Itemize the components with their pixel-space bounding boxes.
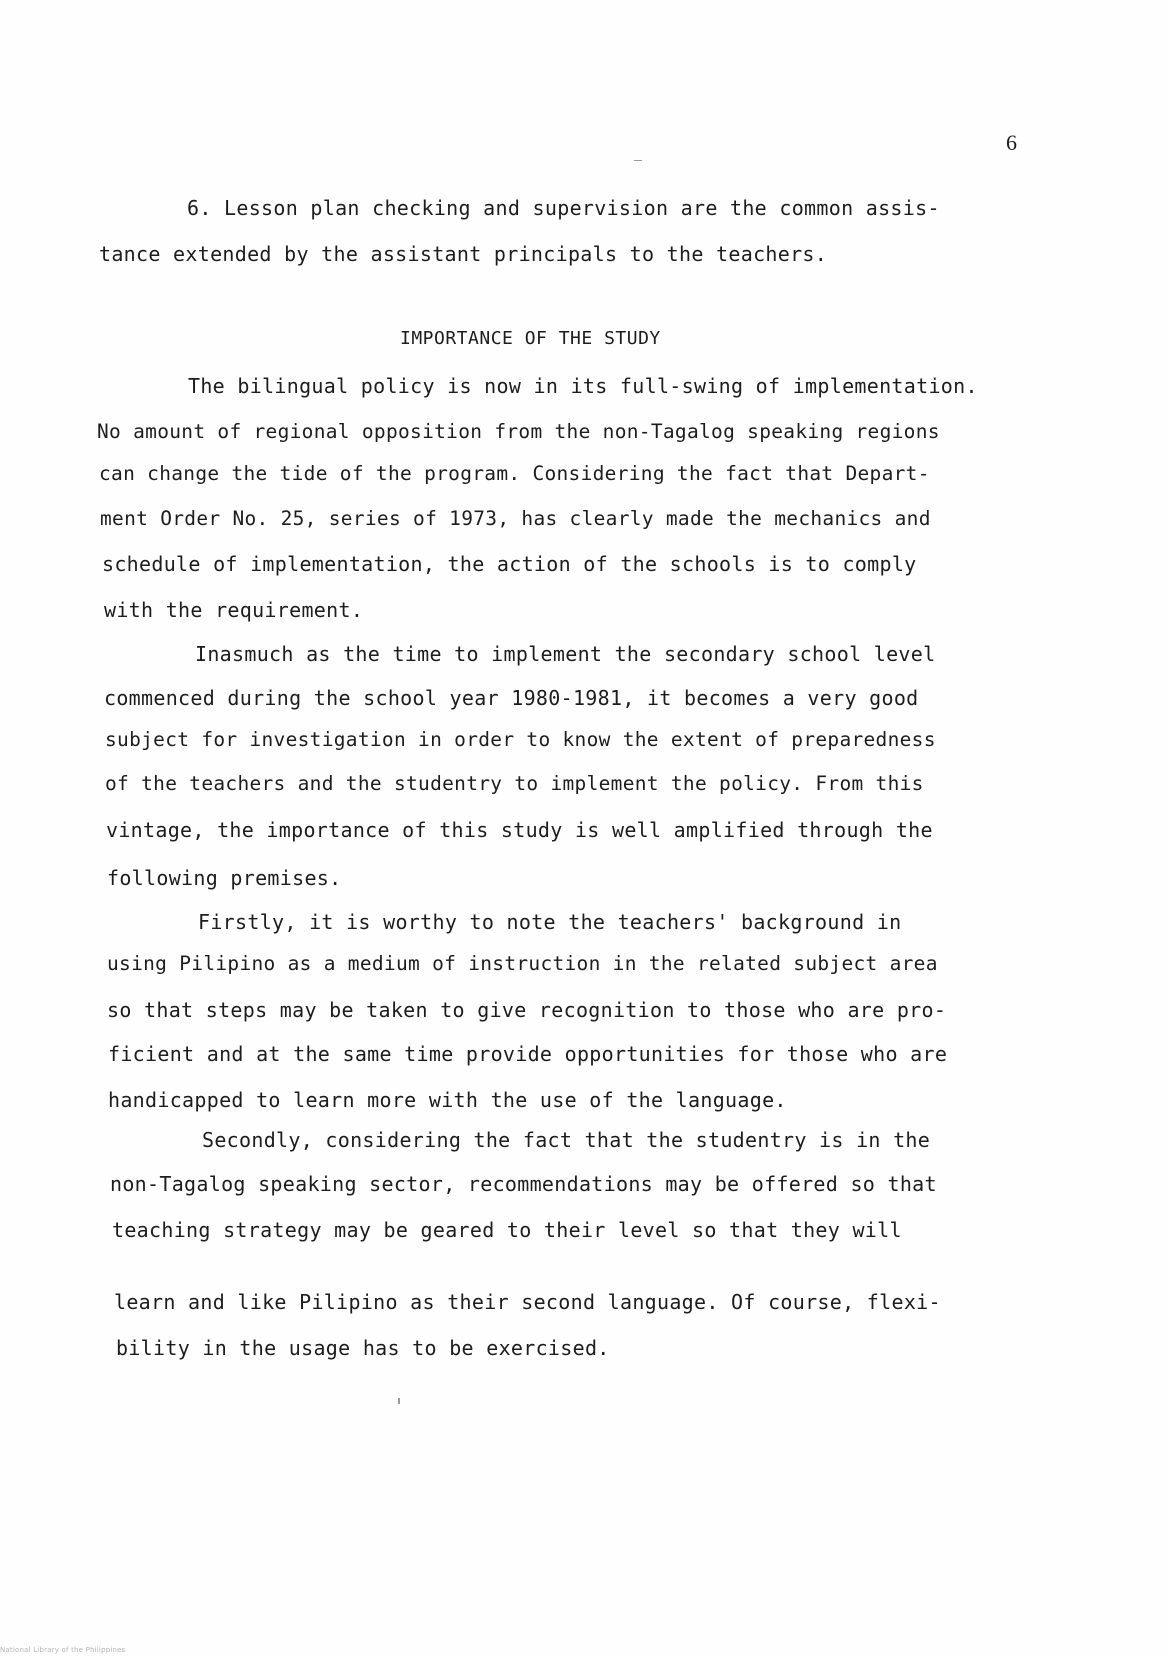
text-line: of the teachers and the studentry to implement the policy. From this: [105, 772, 924, 795]
text-line: using Pilipino as a medium of instruction in the related subject area: [107, 952, 938, 975]
text-line: can change the tide of the program. Considering the fact that Depart-: [99, 462, 930, 485]
text-line: so that steps may be taken to give recognition to those who are pro-: [107, 998, 947, 1022]
text-line: with the requirement.: [104, 598, 364, 622]
text-line: subject for investigation in order to know the extent of preparedness: [105, 728, 936, 751]
text-line: The bilingual policy is now in its full-swing of implementation.: [188, 374, 978, 398]
text-line: handicapped to learn more with the use of the language.: [108, 1088, 787, 1112]
text-line: Inasmuch as the time to implement the secondary school level: [195, 642, 936, 666]
text-line: teaching strategy may be geared to their level so that they will: [112, 1218, 902, 1242]
text-line: bility in the usage has to be exercised.: [116, 1336, 610, 1360]
text-line: schedule of implementation, the action of the schools is to comply: [102, 552, 917, 576]
scan-speck: [634, 160, 642, 161]
text-line: 6. Lesson plan checking and supervision are the common assis-: [187, 196, 940, 220]
text-line: tance extended by the assistant principals to the teachers.: [99, 242, 828, 266]
text-line: No amount of regional opposition from the non-Tagalog speaking regions: [97, 420, 940, 443]
scan-speck: [398, 1398, 400, 1404]
text-line: learn and like Pilipino as their second language. Of course, flexi-: [114, 1290, 941, 1314]
section-heading: IMPORTANCE OF THE STUDY: [400, 328, 661, 349]
text-line: non-Tagalog speaking sector, recommendations may be offered so that: [110, 1172, 937, 1196]
text-line: commenced during the school year 1980-1981, it becomes a very good: [104, 686, 919, 710]
text-line: ficient and at the same time provide opportunities for those who are: [108, 1042, 948, 1066]
text-line: following premises.: [107, 866, 342, 890]
text-line: Secondly, considering the fact that the studentry is in the: [202, 1128, 931, 1152]
text-line: ment Order No. 25, series of 1973, has clearly made the mechanics and: [100, 507, 931, 530]
page-footer: National Library of the Philippines: [0, 1646, 126, 1654]
text-line: vintage, the importance of this study is well amplified through the: [106, 818, 933, 842]
text-line: Firstly, it is worthy to note the teachers' background in: [198, 910, 902, 934]
page-number: 6: [1006, 130, 1017, 155]
